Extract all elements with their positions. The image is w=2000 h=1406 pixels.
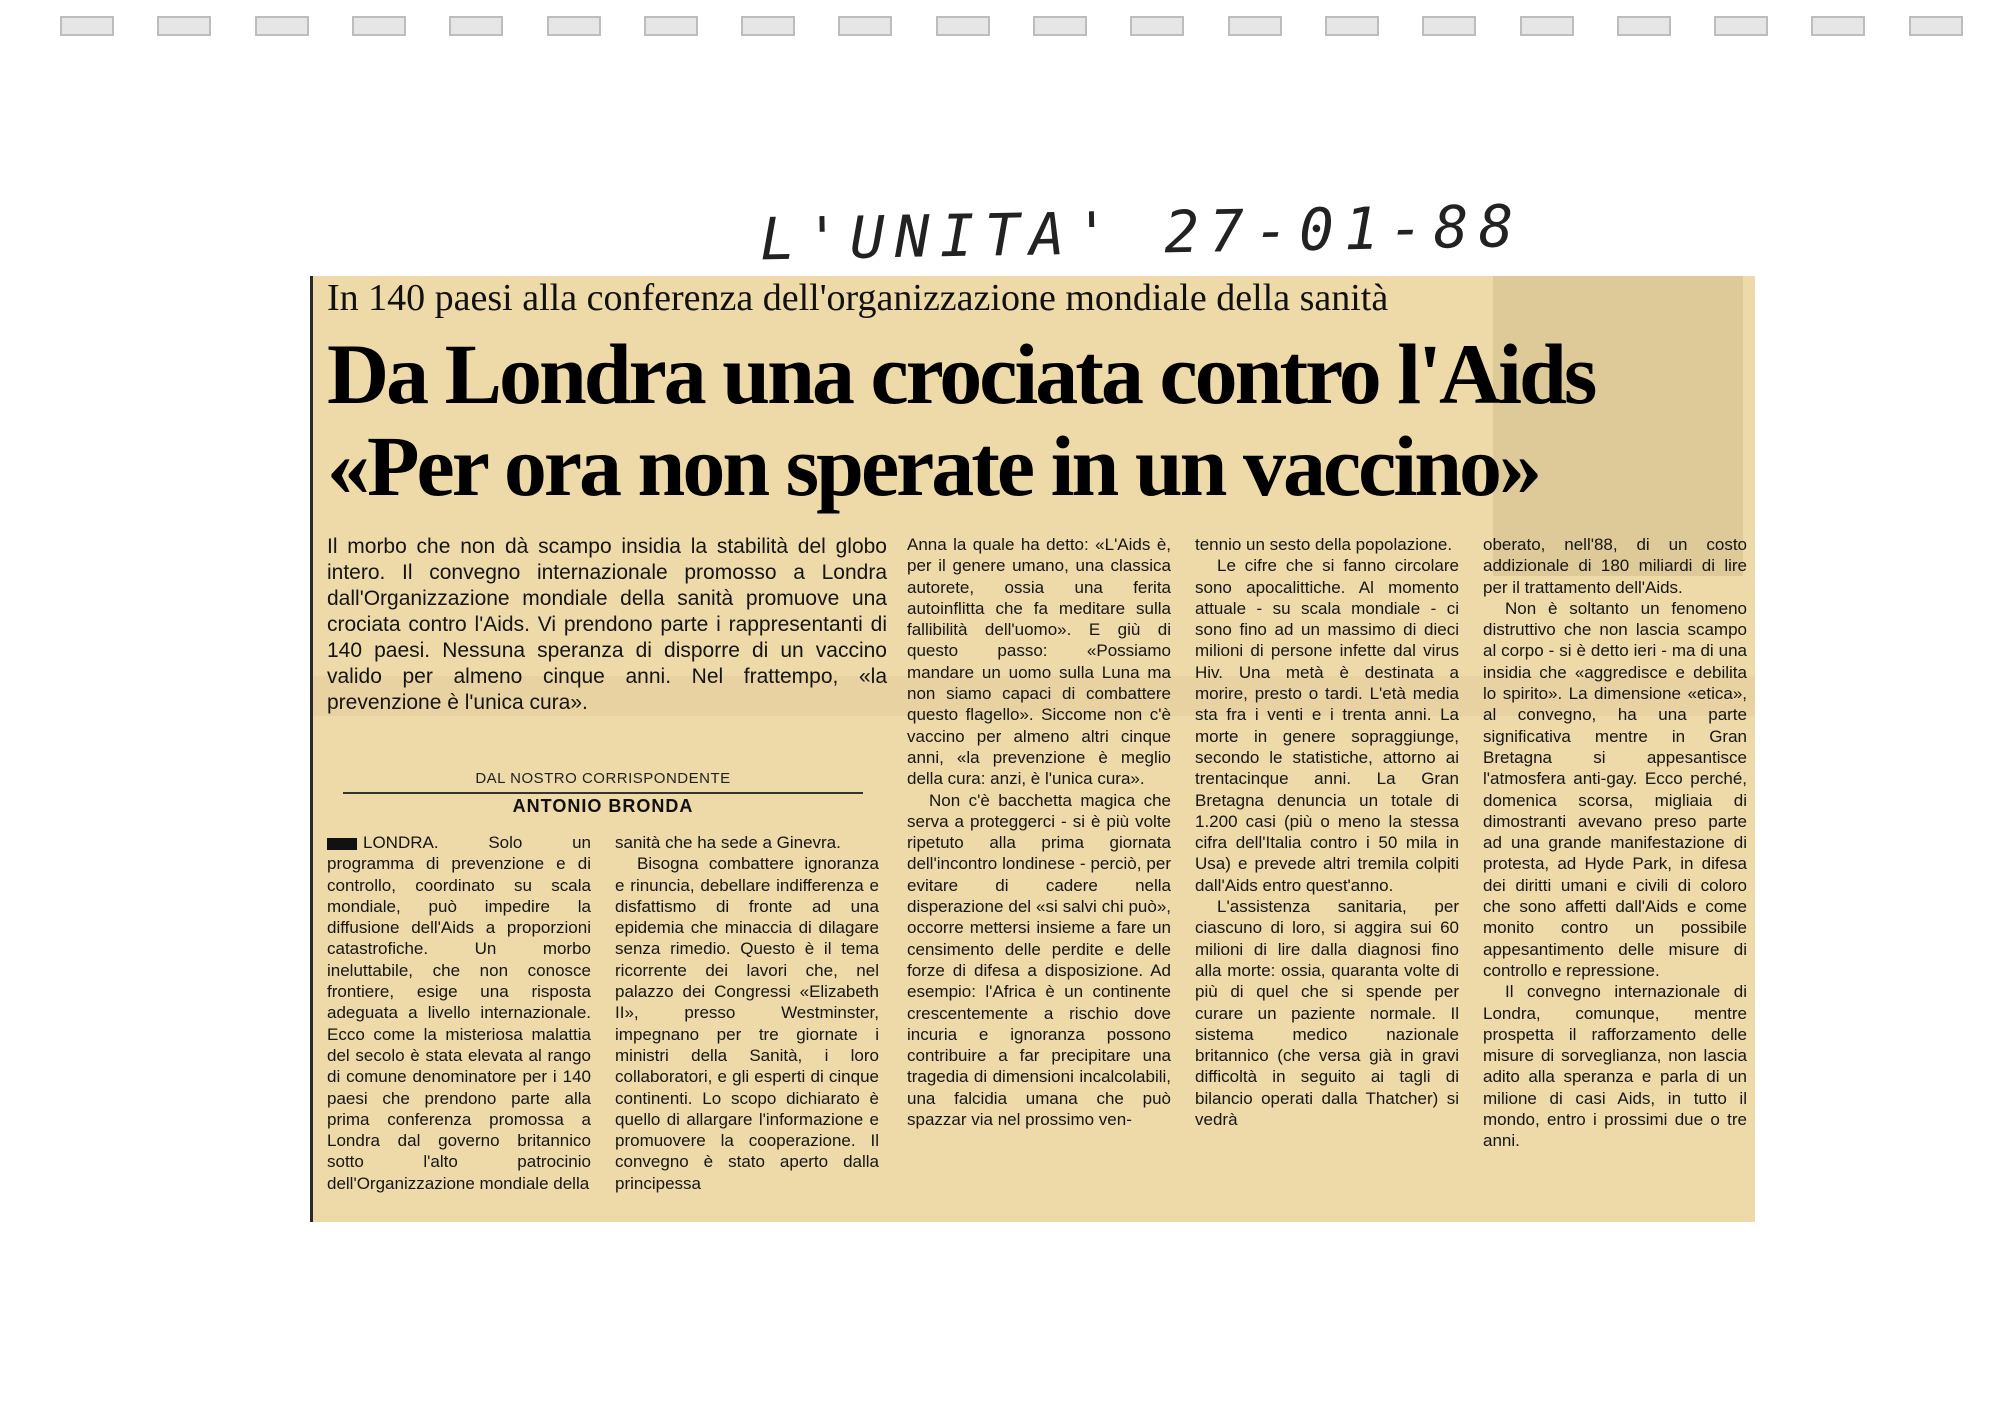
binder-hole [644,16,698,36]
article-column-1 [327,832,591,1194]
article-column-2 [615,832,879,1194]
binder-hole [1325,16,1379,36]
dateline-marker [327,838,357,850]
column-paragraph: tennio un sesto della popolazione. [1195,535,1453,554]
binder-hole [741,16,795,36]
binder-hole [1714,16,1768,36]
article-column-4 [1195,534,1459,1130]
column-paragraph: oberato, nell'88, di un costo addizionale di 180 miliardi di lire per il trattamento dell'Aids. [1483,535,1747,597]
newspaper-clipping [310,276,1755,1222]
article-kicker: In 140 paesi alla conferenza dell'organizzazione mondiale della sanità [327,277,1389,319]
binder-hole [936,16,990,36]
article-column-5 [1483,534,1747,1152]
byline-divider [343,792,863,794]
binder-hole [1909,16,1963,36]
article-column-3 [907,534,1171,1130]
column-paragraph: Il convegno internazionale di Londra, comunque, mentre prospetta il rafforzamento delle misure di sorveglianza, non lascia adito alla speranza e parla di un milione di casi Aids, in tutto il mondo, entro i prossimi due o tre anni. [1483,982,1747,1151]
handwritten-source-date: L'UNITA' 27-01-88 [759,192,1525,274]
binder-hole [547,16,601,36]
binder-hole [1422,16,1476,36]
binder-hole [1130,16,1184,36]
column-paragraph: Anna la quale ha detto: «L'Aids è, per il genere umano, una classica autorete, ossia una ferita autoinflitta che fa meditare sulla fallibilità dell'uomo». E giù di questo passo: «Possiamo mandare un uomo sulla Luna ma non siamo capaci di combattere questo flagello». Siccome non c'è vaccino per almeno altri cinque anni, «la prevenzione è meglio della cura: anzi, è l'unica cura». [907,535,1171,789]
binder-hole [60,16,114,36]
byline-author: ANTONIO BRONDA [512,796,694,816]
column-paragraph: sanità che ha sede a Ginevra. [615,833,841,852]
column-paragraph: Le cifre che si fanno circolare sono apocalittiche. Al momento attuale - su scala mondiale - ci sono fino ad un massimo di dieci milioni di persone infette dal virus Hiv. Una metà è destinata a morire, presto o tardi. L'età media sta fra i venti e i trenta anni. La morte in genere sopraggiunge, secondo le statistiche, attorno ai trentacinque anni. La Gran Bretagna denuncia un totale di 1.200 casi (più o meno la stessa cifra dell'Italia contro i 50 mila in Usa) e prevede altri tremila colpiti dall'Aids entro quest'anno. [1195,556,1459,895]
column-paragraph: L'assistenza sanitaria, per ciascuno di loro, si aggira sui 60 milioni di lire dalla diagnosi fino alla morte: ossia, quaranta volte di più di quel che si spende per curare un paziente normale. Il sistema medico nazionale britannico (che versa già in gravi difficoltà in seguito ai tagli di bilancio operati dalla Thatcher) si vedrà [1195,897,1459,1130]
byline-label: DAL NOSTRO CORRISPONDENTE [475,770,731,787]
article-headline-line1: Da Londra una crociata contro l'Aids [327,326,1595,422]
binder-hole [1617,16,1671,36]
binder-hole [157,16,211,36]
binder-hole [449,16,503,36]
binder-hole [838,16,892,36]
binder-hole [1228,16,1282,36]
article-headline-line2: «Per ora non sperate in un vaccino» [327,418,1540,514]
column-paragraph: LONDRA. Solo un programma di prevenzione e di controllo, coordinato su scala mondiale, può impedire la diffusione dell'Aids a proporzioni catastrofiche. Un morbo ineluttabile, che non conosce frontiere, esige una risposta adeguata a livello internazionale. Ecco come la misteriosa malattia del secolo è stata elevata al rango di comune denominatore per i 140 paesi che prendono parte alla prima conferenza promossa a Londra dal governo britannico sotto l'alto patrocinio dell'Organizzazione mondiale della [327,833,591,1193]
column-paragraph: Non è soltanto un fenomeno distruttivo che non lascia scampo al corpo - si è detto ieri - ma di una insidia che «aggredisce e debilita lo spirito». La dimensione «etica», al convegno, ha una parte significativa mentre in Gran Bretagna si appesantisce l'atmosfera anti-gay. Ecco perché, domenica scorsa, migliaia di dimostranti avevano preso parte ad una grande manifestazione di protesta, ad Hyde Park, in difesa dei diritti umani e civili di coloro che sono affetti dall'Aids e come monito contro un possibile appesantimento delle misure di controllo e repressione. [1483,598,1747,980]
binder-hole [255,16,309,36]
article-lead: Il morbo che non dà scampo insidia la stabilità del globo intero. Il convegno internazionale promosso a Londra dall'Organizzazione mondiale della sanità promuove una crociata contro l'Aids. Vi prendono parte i rappresentanti di 140 paesi. Nessuna speranza di disporre di un vaccino valido per almeno cinque anni. Nel frattempo, «la prevenzione è l'unica cura». [327,535,887,714]
binder-hole [352,16,406,36]
binder-hole [1811,16,1865,36]
column-paragraph: Non c'è bacchetta magica che serva a proteggerci - si è più volte ripetuto alla prima giornata dell'incontro londinese - perciò, per evitare di cadere nella disperazione del «si salvi chi può», occorre mettersi insieme a fare un censimento delle perdite e delle forze di difesa a disposizione. Ad esempio: l'Africa è un continente crescentemente a rischio dove incuria e ignoranza possono contribuire a far precipitare una tragedia di dimensioni incalcolabili, una falcidia umana che può spazzar via nel prossimo ven- [907,790,1171,1130]
binder-hole [1033,16,1087,36]
column-paragraph: Bisogna combattere ignoranza e rinuncia, debellare indifferenza e disfattismo di fronte ad una epidemia che minaccia di dilagare senza rimedio. Questo è il tema ricorrente dei lavori che, nel palazzo dei Congressi «Elizabeth II», presso Westminster, impegnano per tre giornate i ministri della Sanità, i loro collaboratori, e gli esperti di cinque continenti. Lo scopo dichiarato è quello di allargare l'informazione e promuovere la cooperazione. Il convegno è stato aperto dalla principessa [615,854,879,1193]
binder-hole [1520,16,1574,36]
binder-strip [0,0,2000,60]
